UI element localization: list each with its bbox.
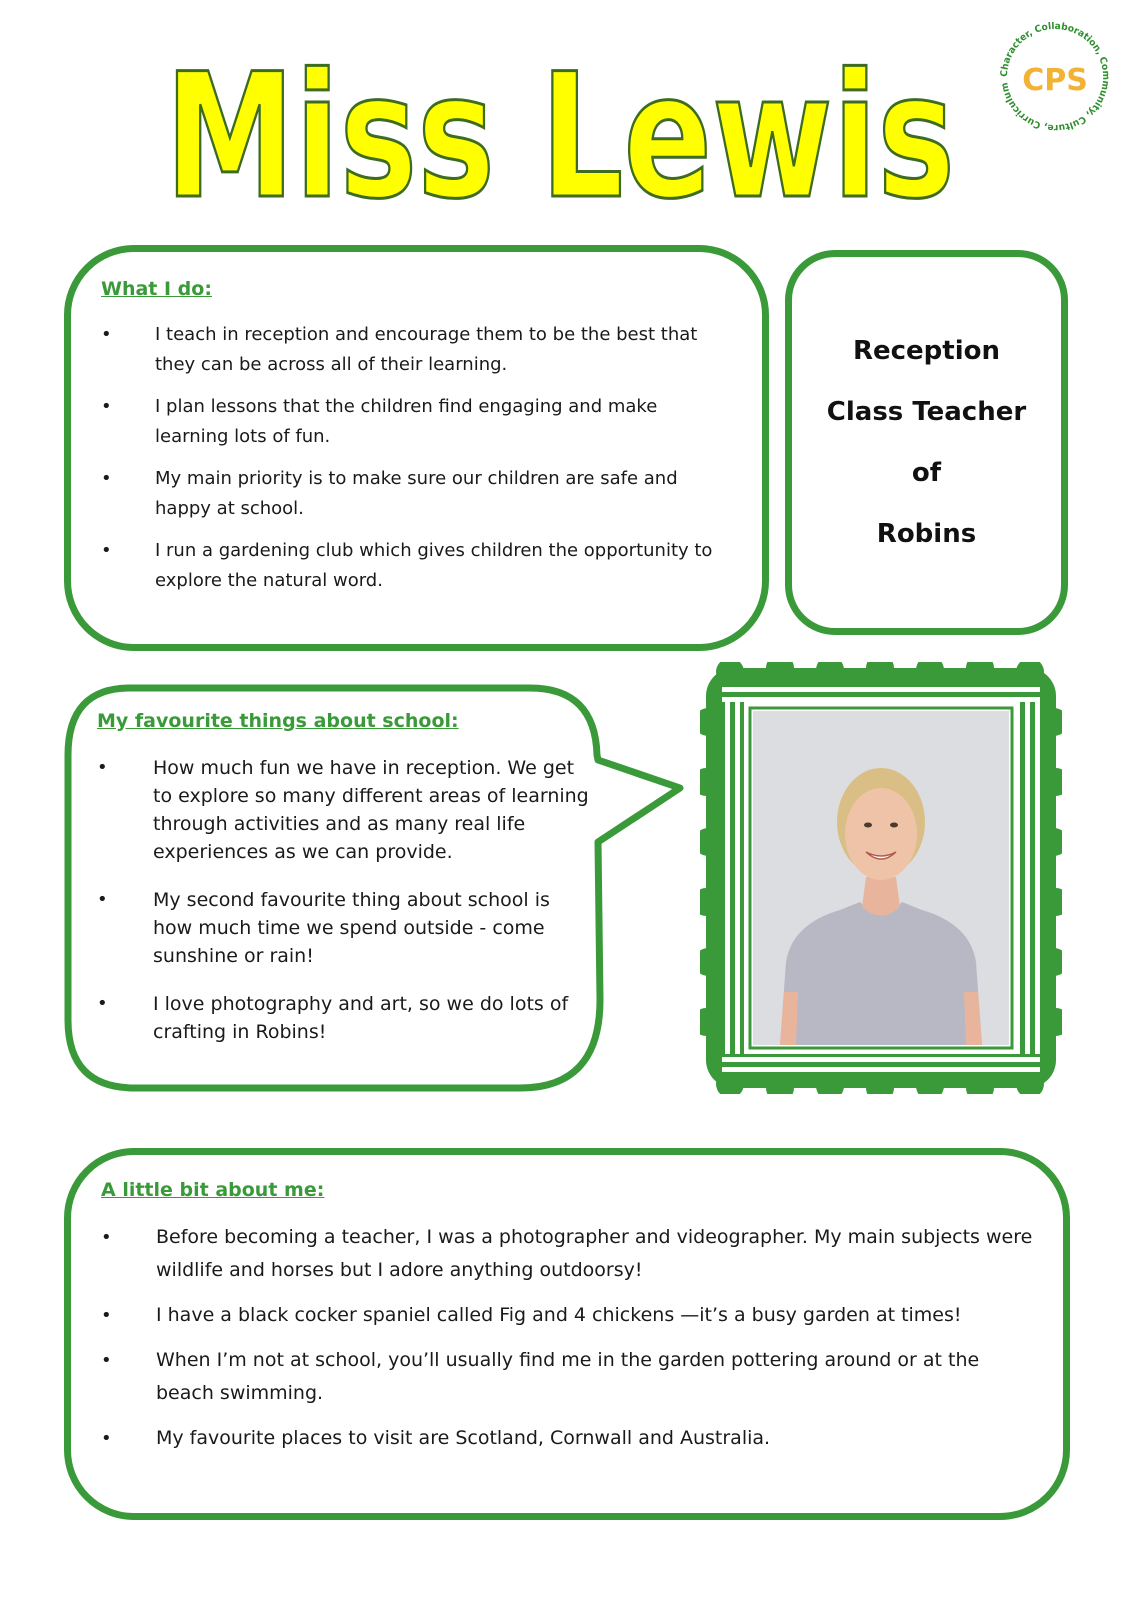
bullet-icon: • (101, 1227, 112, 1248)
what-i-do-panel (64, 245, 769, 651)
list-item-text: My second favourite thing about school is how much time we spend outside - come sunshine or rain! (153, 889, 550, 967)
list-item-text: Before becoming a teacher, I was a photographer and videographer. My main subjects were wildlife and horses but I adore anything outdoorsy! (156, 1226, 1033, 1281)
list-item-text: My favourite places to visit are Scotland, Cornwall and Australia. (156, 1427, 771, 1449)
about-me-heading: A little bit about me: (101, 1179, 325, 1201)
role-line-1: Reception (852, 335, 1001, 366)
bullet-icon: • (101, 1428, 112, 1449)
list-item (101, 392, 732, 452)
bullet-icon: • (97, 889, 108, 910)
page-title-text: Miss Lewis (165, 36, 955, 224)
favourites-heading: My favourite things about school: (97, 710, 459, 732)
favourites-panel (97, 710, 607, 1066)
list-item (101, 536, 732, 596)
list-item-text: I run a gardening club which gives children the opportunity to explore the natural word. (155, 540, 713, 591)
about-me-list (101, 1221, 1033, 1455)
list-item (97, 990, 593, 1046)
page-title (150, 24, 970, 224)
what-i-do-heading: What I do: (101, 278, 212, 300)
role-line-4: Robins (876, 518, 977, 549)
list-item (101, 1221, 1033, 1287)
list-item-text: When I’m not at school, you’ll usually find me in the garden pottering around or at the beach swimming. (156, 1349, 980, 1404)
role-panel (785, 250, 1068, 635)
teacher-photo (753, 711, 1009, 1045)
school-logo (996, 18, 1114, 136)
list-item-text: I plan lessons that the children find engaging and make learning lots of fun. (155, 396, 658, 447)
list-item (101, 1299, 1033, 1332)
bullet-icon: • (101, 468, 112, 489)
role-line-2: Class Teacher (826, 396, 1027, 427)
list-item-text: I teach in reception and encourage them to be the best that they can be across all of their learning. (155, 324, 698, 375)
logo-monogram: CPS (1022, 63, 1088, 98)
list-item-text: I have a black cocker spaniel called Fig and 4 chickens —it’s a busy garden at times! (156, 1304, 962, 1326)
list-item (101, 320, 732, 380)
bullet-icon: • (97, 757, 108, 778)
list-item (97, 754, 593, 866)
role-line-3: of (911, 457, 942, 488)
logo-ring-text: Character, Collaboration, Community, Culture, Curriculum (998, 20, 1112, 134)
list-item-text: How much fun we have in reception. We get to explore so many different areas of learning through activities and as many real life experiences as we can provide. (153, 757, 589, 863)
what-i-do-list (101, 320, 732, 596)
bullet-icon: • (101, 1350, 112, 1371)
bullet-icon: • (97, 993, 108, 1014)
favourites-list (97, 754, 607, 1046)
list-item-text: My main priority is to make sure our children are safe and happy at school. (155, 468, 678, 519)
list-item (101, 464, 732, 524)
list-item (101, 1422, 1033, 1455)
about-me-panel (64, 1148, 1070, 1520)
list-item (101, 1344, 1033, 1410)
bullet-icon: • (101, 540, 112, 561)
list-item (97, 886, 593, 970)
bullet-icon: • (101, 396, 112, 417)
bullet-icon: • (101, 1305, 112, 1326)
list-item-text: I love photography and art, so we do lots of crafting in Robins! (153, 993, 569, 1043)
teacher-photo-frame (700, 662, 1062, 1094)
bullet-icon: • (101, 324, 112, 345)
